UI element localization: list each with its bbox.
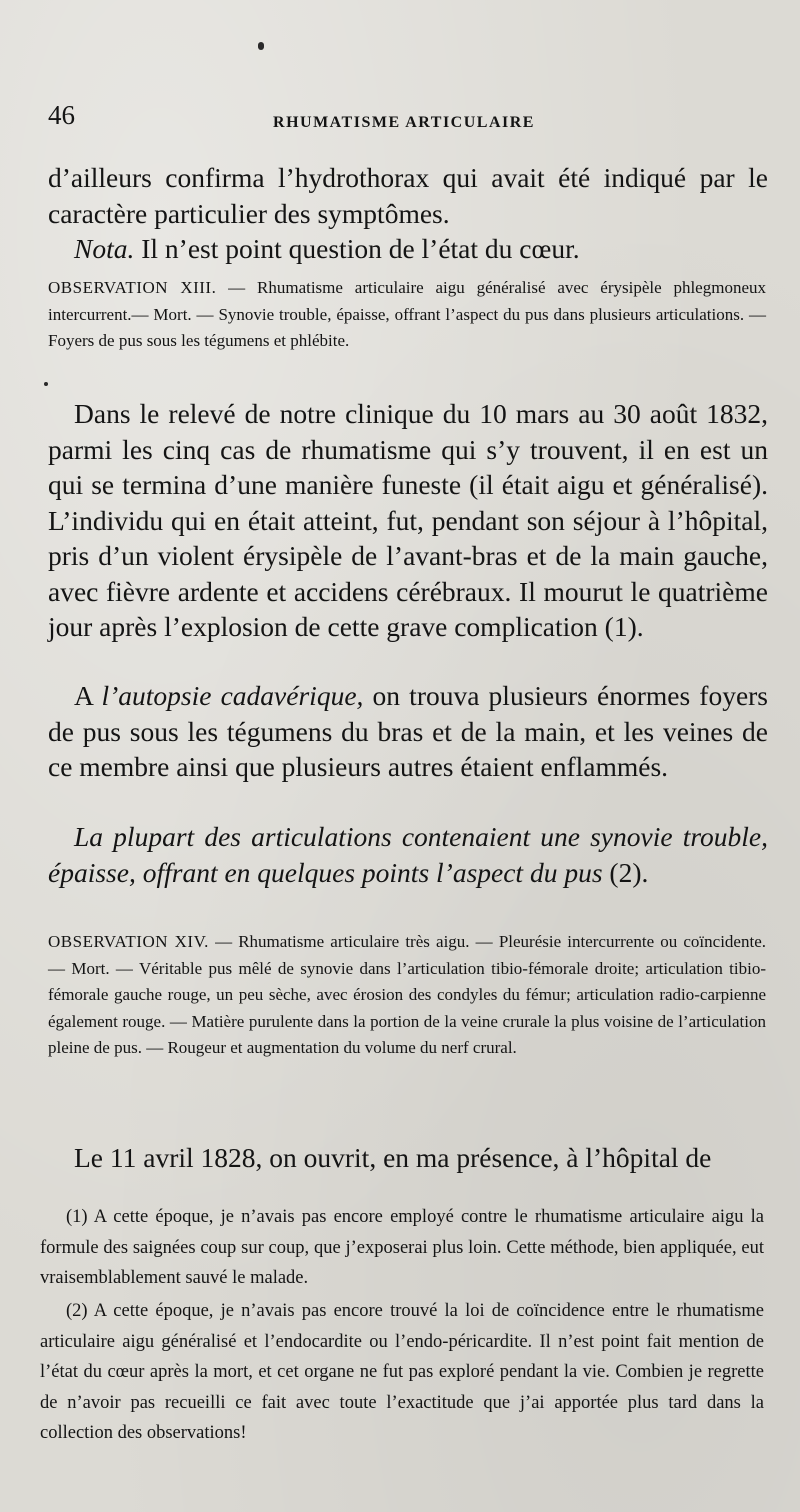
- paragraph-4: [48, 819, 768, 890]
- footnote-mark: (1): [66, 1207, 88, 1227]
- observation-14-summary: [48, 929, 766, 1062]
- footnote-text: A cette époque, je n’avais pas encore trouvé la loi de coïncidence entre le rhumatisme articulaire aigu généralisé et l’endocardite ou l’endo-péricardite. Il n’est point fait mention de l’état du cœur après la mort, et cet organe ne fut pas exploré pendant la vie. Combien je regrette de n’avoir pas recueilli ce fait avec toute l’exactitude que j’ai apportée plus tard dans la collection des observations!: [40, 1301, 764, 1443]
- autopsy-phrase: l’autopsie cadavérique,: [101, 680, 364, 711]
- observation-text: — Rhumatisme articulaire très aigu. — Pleurésie intercurrente ou coïncidente. — Mort. — Véritable pus mêlé de synovie dans l’articulation tibio-fémorale droite; articulation tibio-fémorale gauche rouge, un peu sèche, avec érosion des condyles du fémur; articulation radio-carpienne également rouge. — Matière purulente dans la portion de la veine crurale la plus voisine de l’articulation pleine de pus. — Rougeur et augmentation du volume du nerf crural.: [48, 932, 766, 1057]
- paragraph-5: [48, 1140, 768, 1176]
- footnote-2: [40, 1296, 764, 1449]
- running-title: RHUMATISME ARTICULAIRE: [273, 114, 535, 131]
- footnote-text: A cette époque, je n’avais pas encore employé contre le rhumatisme articulaire aigu la formule des saignées coup sur coup, que j’exposerai plus loin. Cette méthode, bien appliquée, eut vraisemblablement sauvé le malade.: [40, 1207, 764, 1288]
- paragraph-prefix: A: [74, 680, 102, 711]
- page-number: 46: [48, 100, 75, 130]
- paragraph-text: Le 11 avril 1828, on ouvrit, en ma présence, à l’hôpital de: [74, 1142, 712, 1173]
- paragraph-text: Dans le relevé de notre clinique du 10 mars au 30 août 1832, parmi les cinq cas de rhumatisme qui s’y trouvent, il en est un qui se termina d’une manière funeste (il était aigu et généralisé). L’individu qui en était atteint, fut, pendant son séjour à l’hôpital, pris d’un violent érysipèle de l’avant-bras et de la main gauche, avec fièvre ardente et accidens cérébraux. Il mourut le quatrième jour après l’explosion de cette grave complication (1).: [48, 398, 768, 642]
- paragraph-1: [48, 160, 768, 231]
- synovia-phrase: La plupart des articulations contenaient une synovie trouble, épaisse, offrant en quelques points l’aspect du pus: [48, 821, 768, 888]
- observation-text: — Rhumatisme articulaire aigu généralisé avec érysipèle phlegmoneux intercurrent.— Mort. — Synovie trouble, épaisse, offrant l’aspect du pus dans plusieurs articulations. — Foyers de pus sous les tégumens et phlébite.: [48, 278, 766, 350]
- paragraph-2: [48, 396, 768, 645]
- observation-label: OBSERVATION XIV.: [48, 932, 209, 951]
- footnote-ref-2: (2).: [602, 856, 649, 888]
- footnote-1: [40, 1202, 764, 1294]
- paragraph-text: d’ailleurs confirma l’hydrothorax qui avait été indiqué par le caractère particulier des symptômes.: [48, 162, 768, 229]
- nota-paragraph: [48, 231, 768, 267]
- paragraph-3: [48, 678, 768, 785]
- observation-label: OBSERVATION XIII.: [48, 278, 217, 297]
- nota-label: Nota.: [74, 233, 135, 264]
- nota-text: Il n’est point question de l’état du cœur.: [134, 233, 580, 264]
- observation-13-summary: [48, 275, 766, 355]
- paragraph-text: on trouva plusieurs énormes foyers de pus sous les tégumens du bras et de la main, et les veines de ce membre ainsi que plusieurs autres étaient enflammés.: [48, 680, 769, 782]
- footnote-mark: (2): [66, 1301, 88, 1321]
- ink-mark: [258, 42, 264, 50]
- page-header: [48, 100, 760, 134]
- ink-speck: [44, 382, 48, 386]
